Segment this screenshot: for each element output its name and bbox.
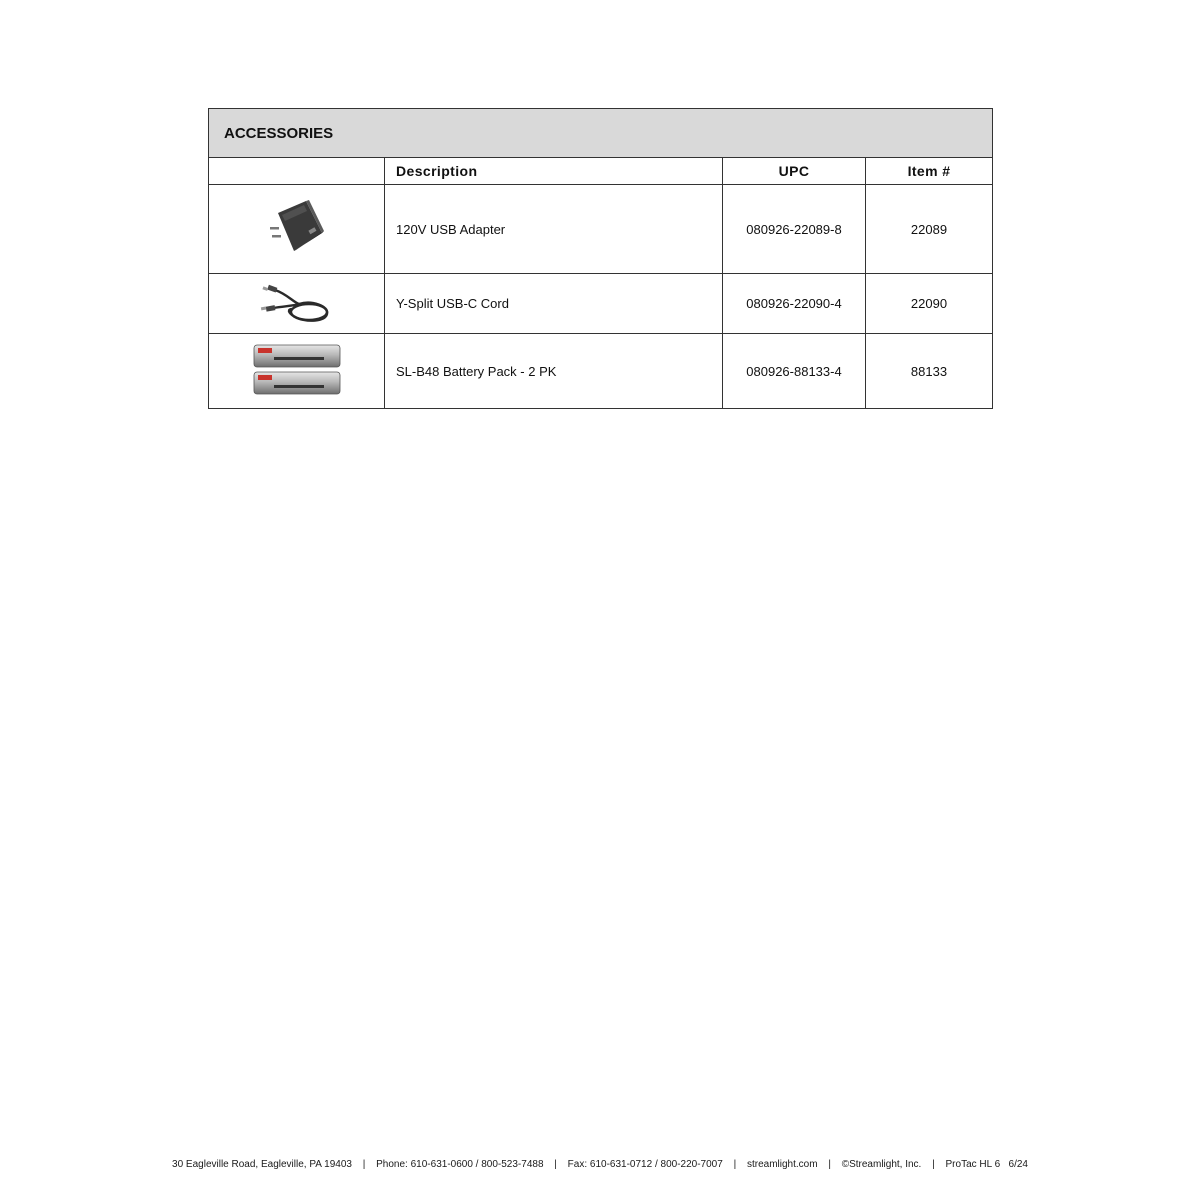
footer-separator: | [554,1159,557,1170]
footer-copyright: ©Streamlight, Inc. [841,1159,922,1170]
footer-separator: | [932,1159,935,1170]
image-column-header [209,158,385,185]
footer-separator: | [828,1159,831,1170]
item-number-cell: 22089 [866,185,993,274]
description-column-header: Description [385,158,723,185]
product-image-cell [209,185,385,274]
battery-pack-image [252,342,342,398]
table-title: ACCESSORIES [209,109,993,158]
table-row [209,185,993,274]
table-row [209,274,993,334]
usb-cord-image [257,276,337,328]
item-number-cell: 22090 [866,274,993,334]
footer-product-date: ProTac HL 6 6/24 [945,1159,1028,1170]
description-cell: 120V USB Adapter [385,185,723,274]
page-footer [0,1159,1200,1170]
upc-cell: 080926-88133-4 [723,334,866,409]
product-image-cell [209,274,385,334]
product-image-cell [209,334,385,409]
upc-cell: 080926-22089-8 [723,185,866,274]
footer-website: streamlight.com [746,1159,818,1170]
upc-cell: 080926-22090-4 [723,274,866,334]
footer-separator: | [733,1159,737,1170]
description-cell: SL-B48 Battery Pack - 2 PK [385,334,723,409]
table-row [209,334,993,409]
item-number-cell: 88133 [866,334,993,409]
upc-column-header: UPC [723,158,866,185]
item-column-header: Item # [866,158,993,185]
accessories-table [208,108,993,409]
description-cell: Y-Split USB-C Cord [385,274,723,334]
footer-fax: Fax: 610-631-0712 / 800-220-7007 [567,1159,723,1170]
table-title-row [209,109,993,158]
footer-address: 30 Eagleville Road, Eagleville, PA 19403 [172,1159,352,1170]
usb-adapter-image [262,193,332,263]
footer-phone: Phone: 610-631-0600 / 800-523-7488 [376,1159,544,1170]
footer-separator: | [362,1159,366,1170]
table-header-row [209,158,993,185]
